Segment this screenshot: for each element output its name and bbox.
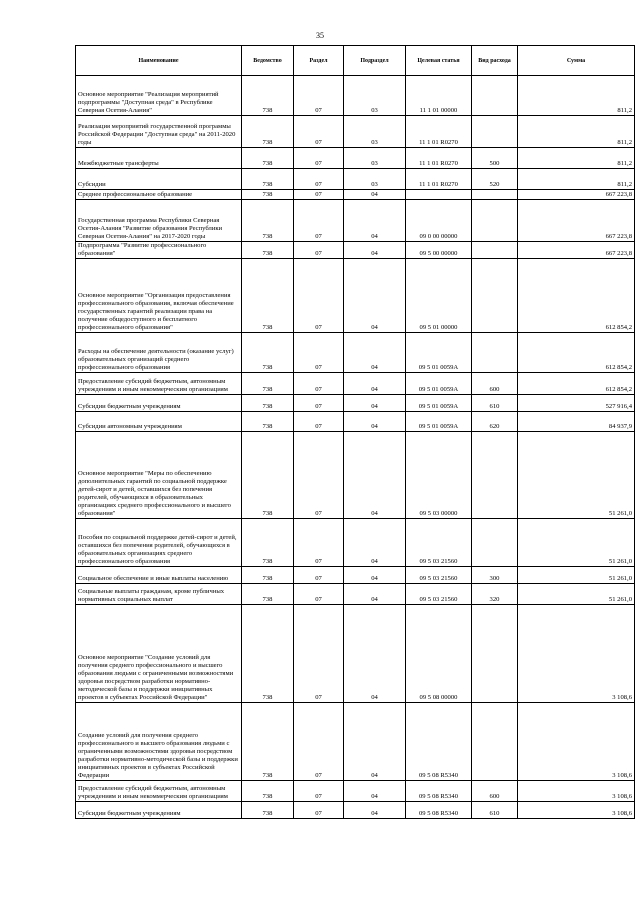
row-razdel: 07 <box>294 584 344 605</box>
table-row <box>76 432 635 519</box>
table-body <box>76 76 635 819</box>
table-row <box>76 200 635 242</box>
header-name: Наименование <box>76 46 242 76</box>
row-sum: 84 937,9 <box>518 412 635 432</box>
row-razdel: 07 <box>294 259 344 333</box>
row-sum: 612 854,2 <box>518 373 635 395</box>
row-razdel: 07 <box>294 242 344 259</box>
row-vid: 320 <box>472 584 518 605</box>
row-vedomstvo: 738 <box>242 76 294 116</box>
row-target: 09 5 01 0059А <box>406 395 472 412</box>
row-vedomstvo: 738 <box>242 395 294 412</box>
row-vid <box>472 333 518 373</box>
row-target: 09 5 08 00000 <box>406 605 472 703</box>
row-target: 09 5 00 00000 <box>406 242 472 259</box>
header-sum: Сумма <box>518 46 635 76</box>
row-target: 09 5 08 R5340 <box>406 703 472 781</box>
row-vedomstvo: 738 <box>242 703 294 781</box>
row-razdel: 07 <box>294 169 344 190</box>
row-sum: 667 223,8 <box>518 242 635 259</box>
table-row <box>76 242 635 259</box>
row-razdel: 07 <box>294 703 344 781</box>
table-row <box>76 76 635 116</box>
row-podrazdel: 03 <box>344 169 406 190</box>
row-vid: 600 <box>472 373 518 395</box>
row-razdel: 07 <box>294 519 344 567</box>
table-row <box>76 802 635 819</box>
row-sum: 667 223,8 <box>518 190 635 200</box>
row-razdel: 07 <box>294 802 344 819</box>
row-sum: 612 854,2 <box>518 259 635 333</box>
row-vedomstvo: 738 <box>242 200 294 242</box>
row-name: Основное мероприятие "Реализация мероприятий подпрограммы "Доступная среда" в Республике Северная Осетия-Алания" <box>76 76 242 116</box>
row-podrazdel: 04 <box>344 395 406 412</box>
row-vid <box>472 190 518 200</box>
row-name: Основное мероприятие "Меры по обеспечению дополнительных гарантий по социальной поддержке детей-сирот и детей, оставшихся без попечения родителей, обучающихся в образовательных организациях среднего профессионального и высшего образования" <box>76 432 242 519</box>
row-vid <box>472 432 518 519</box>
row-name: Государственная программа Республики Северная Осетия-Алания "Развитие образования Республики Северная Осетия-Алания" на 2017-2020 годы <box>76 200 242 242</box>
table-row <box>76 333 635 373</box>
row-podrazdel: 04 <box>344 432 406 519</box>
row-vedomstvo: 738 <box>242 567 294 584</box>
row-vid <box>472 519 518 567</box>
header-target: Целевая статья <box>406 46 472 76</box>
row-razdel: 07 <box>294 76 344 116</box>
row-target: 09 5 08 R5340 <box>406 802 472 819</box>
row-vedomstvo: 738 <box>242 373 294 395</box>
row-podrazdel: 03 <box>344 76 406 116</box>
row-vedomstvo: 738 <box>242 333 294 373</box>
row-razdel: 07 <box>294 605 344 703</box>
row-name: Расходы на обеспечение деятельности (оказание услуг) образовательных организаций среднего профессионального образования <box>76 333 242 373</box>
table-row <box>76 190 635 200</box>
row-name: Основное мероприятие "Создание условий для получения среднего профессионального и высшего образования людьми с ограниченными возможностями здоровья посредством разработки нормативно-методической базы и поддержки инициативных проектов в субъектах Российской Федерации" <box>76 605 242 703</box>
row-target: 09 5 03 21560 <box>406 584 472 605</box>
row-podrazdel: 04 <box>344 567 406 584</box>
row-vid: 520 <box>472 169 518 190</box>
row-name: Субсидии бюджетным учреждениям <box>76 802 242 819</box>
row-podrazdel: 03 <box>344 116 406 148</box>
table-row <box>76 116 635 148</box>
row-vid: 610 <box>472 802 518 819</box>
row-name: Создание условий для получения среднего профессионального и высшего образования людьми с ограниченными возможностями здоровья посредством разработки нормативно-методической базы и поддержки инициативных проектов в субъектах Российской Федерации <box>76 703 242 781</box>
row-vid: 620 <box>472 412 518 432</box>
row-razdel: 07 <box>294 567 344 584</box>
header-vid: Вид расхода <box>472 46 518 76</box>
table-row <box>76 395 635 412</box>
row-target: 11 1 01 R0270 <box>406 148 472 169</box>
row-sum: 527 916,4 <box>518 395 635 412</box>
row-target: 09 5 01 0059А <box>406 333 472 373</box>
row-podrazdel: 04 <box>344 605 406 703</box>
budget-table <box>75 45 635 819</box>
row-name: Подпрограмма "Развитие профессионального образования" <box>76 242 242 259</box>
row-target: 11 1 01 R0270 <box>406 116 472 148</box>
row-razdel: 07 <box>294 395 344 412</box>
row-vedomstvo: 738 <box>242 802 294 819</box>
row-name: Основное мероприятие "Организация предоставления профессионального образования, включая обеспечение государственных гарантий реализации права на получение общедоступного и бесплатного профессионального образования" <box>76 259 242 333</box>
row-sum: 3 108,6 <box>518 781 635 802</box>
row-vid: 600 <box>472 781 518 802</box>
header-razdel: Раздел <box>294 46 344 76</box>
row-vedomstvo: 738 <box>242 605 294 703</box>
table-row <box>76 259 635 333</box>
table-header <box>76 46 635 76</box>
row-target: 09 5 03 21560 <box>406 519 472 567</box>
table-row <box>76 781 635 802</box>
row-razdel: 07 <box>294 432 344 519</box>
table-row <box>76 703 635 781</box>
row-target: 09 5 01 0059А <box>406 412 472 432</box>
row-razdel: 07 <box>294 116 344 148</box>
row-sum: 811,2 <box>518 148 635 169</box>
table-row <box>76 373 635 395</box>
row-vedomstvo: 738 <box>242 519 294 567</box>
row-name: Межбюджетные трансферты <box>76 148 242 169</box>
row-sum: 3 108,6 <box>518 802 635 819</box>
row-name: Социальные выплаты гражданам, кроме публичных нормативных социальных выплат <box>76 584 242 605</box>
row-vid: 500 <box>472 148 518 169</box>
row-sum: 51 261,0 <box>518 432 635 519</box>
row-vedomstvo: 738 <box>242 148 294 169</box>
row-vedomstvo: 738 <box>242 116 294 148</box>
row-podrazdel: 04 <box>344 519 406 567</box>
table-row <box>76 567 635 584</box>
table-row <box>76 169 635 190</box>
row-name: Пособия по социальной поддержке детей-сирот и детей, оставшихся без попечения родителей, обучающихся в образовательных организациях среднего профессионального образования <box>76 519 242 567</box>
table-row <box>76 412 635 432</box>
row-name: Реализация мероприятий государственной программы Российской Федерации "Доступная среда" на 2011-2020 годы <box>76 116 242 148</box>
row-vid <box>472 76 518 116</box>
row-vid <box>472 200 518 242</box>
row-vid: 610 <box>472 395 518 412</box>
row-target: 09 5 01 00000 <box>406 259 472 333</box>
table-row <box>76 584 635 605</box>
row-target: 09 5 03 21560 <box>406 567 472 584</box>
table-row <box>76 605 635 703</box>
row-sum: 811,2 <box>518 169 635 190</box>
row-vid <box>472 242 518 259</box>
row-vedomstvo: 738 <box>242 190 294 200</box>
row-vedomstvo: 738 <box>242 169 294 190</box>
row-vid: 300 <box>472 567 518 584</box>
row-razdel: 07 <box>294 200 344 242</box>
row-podrazdel: 04 <box>344 190 406 200</box>
row-target: 09 0 00 00000 <box>406 200 472 242</box>
row-podrazdel: 04 <box>344 200 406 242</box>
row-name: Среднее профессиональное образование <box>76 190 242 200</box>
row-vedomstvo: 738 <box>242 412 294 432</box>
row-sum: 667 223,8 <box>518 200 635 242</box>
header-vedomstvo: Ведомство <box>242 46 294 76</box>
row-razdel: 07 <box>294 148 344 169</box>
row-podrazdel: 04 <box>344 412 406 432</box>
row-vedomstvo: 738 <box>242 781 294 802</box>
row-podrazdel: 03 <box>344 148 406 169</box>
row-podrazdel: 04 <box>344 781 406 802</box>
row-vedomstvo: 738 <box>242 259 294 333</box>
row-target: 09 5 03 00000 <box>406 432 472 519</box>
row-target: 09 5 08 R5340 <box>406 781 472 802</box>
header-podrazdel: Подраздел <box>344 46 406 76</box>
row-vid <box>472 259 518 333</box>
row-vid <box>472 703 518 781</box>
row-podrazdel: 04 <box>344 373 406 395</box>
row-razdel: 07 <box>294 333 344 373</box>
row-target <box>406 190 472 200</box>
table-row <box>76 148 635 169</box>
row-vedomstvo: 738 <box>242 584 294 605</box>
table-row <box>76 519 635 567</box>
row-sum: 51 261,0 <box>518 567 635 584</box>
row-vid <box>472 605 518 703</box>
row-podrazdel: 04 <box>344 259 406 333</box>
row-sum: 811,2 <box>518 76 635 116</box>
row-target: 09 5 01 0059А <box>406 373 472 395</box>
row-sum: 51 261,0 <box>518 519 635 567</box>
row-name: Субсидии бюджетным учреждениям <box>76 395 242 412</box>
row-target: 11 1 01 R0270 <box>406 169 472 190</box>
row-name: Предоставление субсидий бюджетным, автономным учреждениям и иным некоммерческим организациям <box>76 373 242 395</box>
page-number: 35 <box>316 31 324 40</box>
row-sum: 3 108,6 <box>518 605 635 703</box>
row-name: Субсидии автономным учреждениям <box>76 412 242 432</box>
row-name: Предоставление субсидий бюджетным, автономным учреждениям и иным некоммерческим организациям <box>76 781 242 802</box>
row-vedomstvo: 738 <box>242 432 294 519</box>
row-podrazdel: 04 <box>344 242 406 259</box>
row-sum: 3 108,6 <box>518 703 635 781</box>
row-target: 11 1 01 00000 <box>406 76 472 116</box>
row-sum: 612 854,2 <box>518 333 635 373</box>
row-razdel: 07 <box>294 190 344 200</box>
row-name: Социальное обеспечение и иные выплаты населению <box>76 567 242 584</box>
row-podrazdel: 04 <box>344 802 406 819</box>
row-podrazdel: 04 <box>344 333 406 373</box>
row-vedomstvo: 738 <box>242 242 294 259</box>
row-sum: 811,2 <box>518 116 635 148</box>
row-razdel: 07 <box>294 412 344 432</box>
row-razdel: 07 <box>294 373 344 395</box>
row-vid <box>472 116 518 148</box>
row-razdel: 07 <box>294 781 344 802</box>
row-sum: 51 261,0 <box>518 584 635 605</box>
row-podrazdel: 04 <box>344 703 406 781</box>
row-name: Субсидии <box>76 169 242 190</box>
row-podrazdel: 04 <box>344 584 406 605</box>
